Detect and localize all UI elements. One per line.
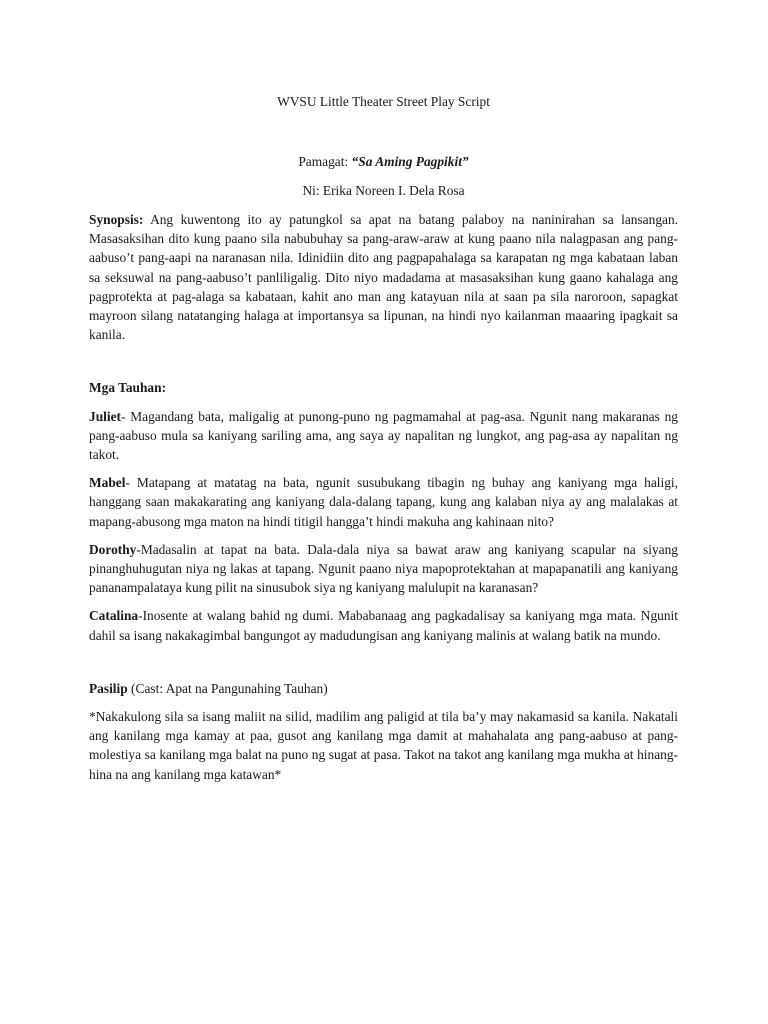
author-line: Ni: Erika Noreen I. Dela Rosa	[302, 183, 465, 198]
character-mabel	[89, 473, 678, 531]
character-desc: -Madasalin at tapat na bata. Dala-dala niya sa bawat araw ang kaniyang scapular na siyang pinanghuhugutan niya ng lakas at tapang. Ngunit paano niya mapoprotektahan at mapapanatili ang kaniyang pananampalataya kung pilit na sinusubok siya ng kaniyang malulupit na karanasan?	[89, 541, 678, 596]
character-desc: - Matapang at matatag na bata, ngunit susubukang tibagin ng buhay ang kaniyang mga haligi, hanggang saan makakarating ang kaniyang dala-dalang tapang, kung ang kalaban niya ay ang malalakas at mapang-abusong mga maton na hindi titigil hangga’t hindi makuha ang kahinaan nito?	[89, 475, 678, 529]
character-name: Juliet	[89, 408, 121, 424]
character-desc: -Inosente at walang bahid ng dumi. Mababanaag ang pagkadalisay sa kaniyang mga mata. Ngunit dahil sa isang nakakagimbal bangungot ay madudungisan ang kaniyang malinis at walang batik na mundo.	[89, 608, 678, 643]
character-dorothy	[89, 540, 678, 598]
character-desc: - Magandang bata, maligalig at punong-puno ng pagmamahal at pag-asa. Ngunit nang makaranas ng pang-aabuso mula sa kaniyang sariling ama, ang saya ay napalitan ng lungkot, ang pag-asa ay napalitan ng takot.	[89, 408, 678, 463]
document-page	[89, 92, 678, 784]
character-list	[89, 407, 678, 645]
play-title-line	[89, 152, 678, 172]
title-label: Pamagat:	[298, 154, 352, 169]
character-catalina	[89, 606, 678, 644]
synopsis-paragraph	[89, 210, 678, 344]
play-title: “Sa Aming Pagpikit”	[351, 154, 469, 169]
scene-cast: (Cast: Apat na Pangunahing Tauhan)	[127, 680, 328, 696]
synopsis-label: Synopsis:	[89, 212, 144, 227]
characters-heading: Mga Tauhan:	[89, 380, 167, 396]
document-header: WVSU Little Theater Street Play Script	[277, 94, 490, 109]
scene-heading	[89, 679, 678, 698]
character-name: Catalina	[89, 608, 139, 624]
scene-label: Pasilip	[89, 680, 128, 696]
character-name: Dorothy	[89, 541, 137, 557]
synopsis-text: Ang kuwentong ito ay patungkol sa apat na batang palaboy na naninirahan sa lansangan. Masasaksihan dito kung paano sila nabubuhay sa pang-araw-araw at kung paano nila nalagpasan ang pang-aabuso’t pang-aapi na naranasan nila. Idinidiin dito ang pagpapahalaga sa karapatan ng mga kabataan laban sa seksuwal na pang-aabuso’t panliligalig. Dito niyo madadama at masasaksihan kung gaano kahalaga ang pagprotekta at pag-alaga sa kabataan, kahit ano man ang katayuan nila at saan pa sila naroroon, sapagkat mayroon silang natatanging halaga at importansya sa lipunan, na hindi nyo kailanman maaaring ipagkait sa kanila.	[89, 212, 678, 343]
scene-description: *Nakakulong sila sa isang maliit na silid, madilim ang paligid at tila ba’y may nakamasid sa kanila. Nakatali ang kanilang mga kamay at paa, gusot ang kanilang mga damit at mahahalata ang pang-aabuso at pang-molestiya sa kanilang mga balat na puno ng sugat at pasa. Takot na takot ang kanilang mga mukha at hinang-hina na ang kanilang mga katawan*	[89, 709, 678, 782]
character-juliet	[89, 407, 678, 465]
character-name: Mabel	[89, 475, 126, 491]
